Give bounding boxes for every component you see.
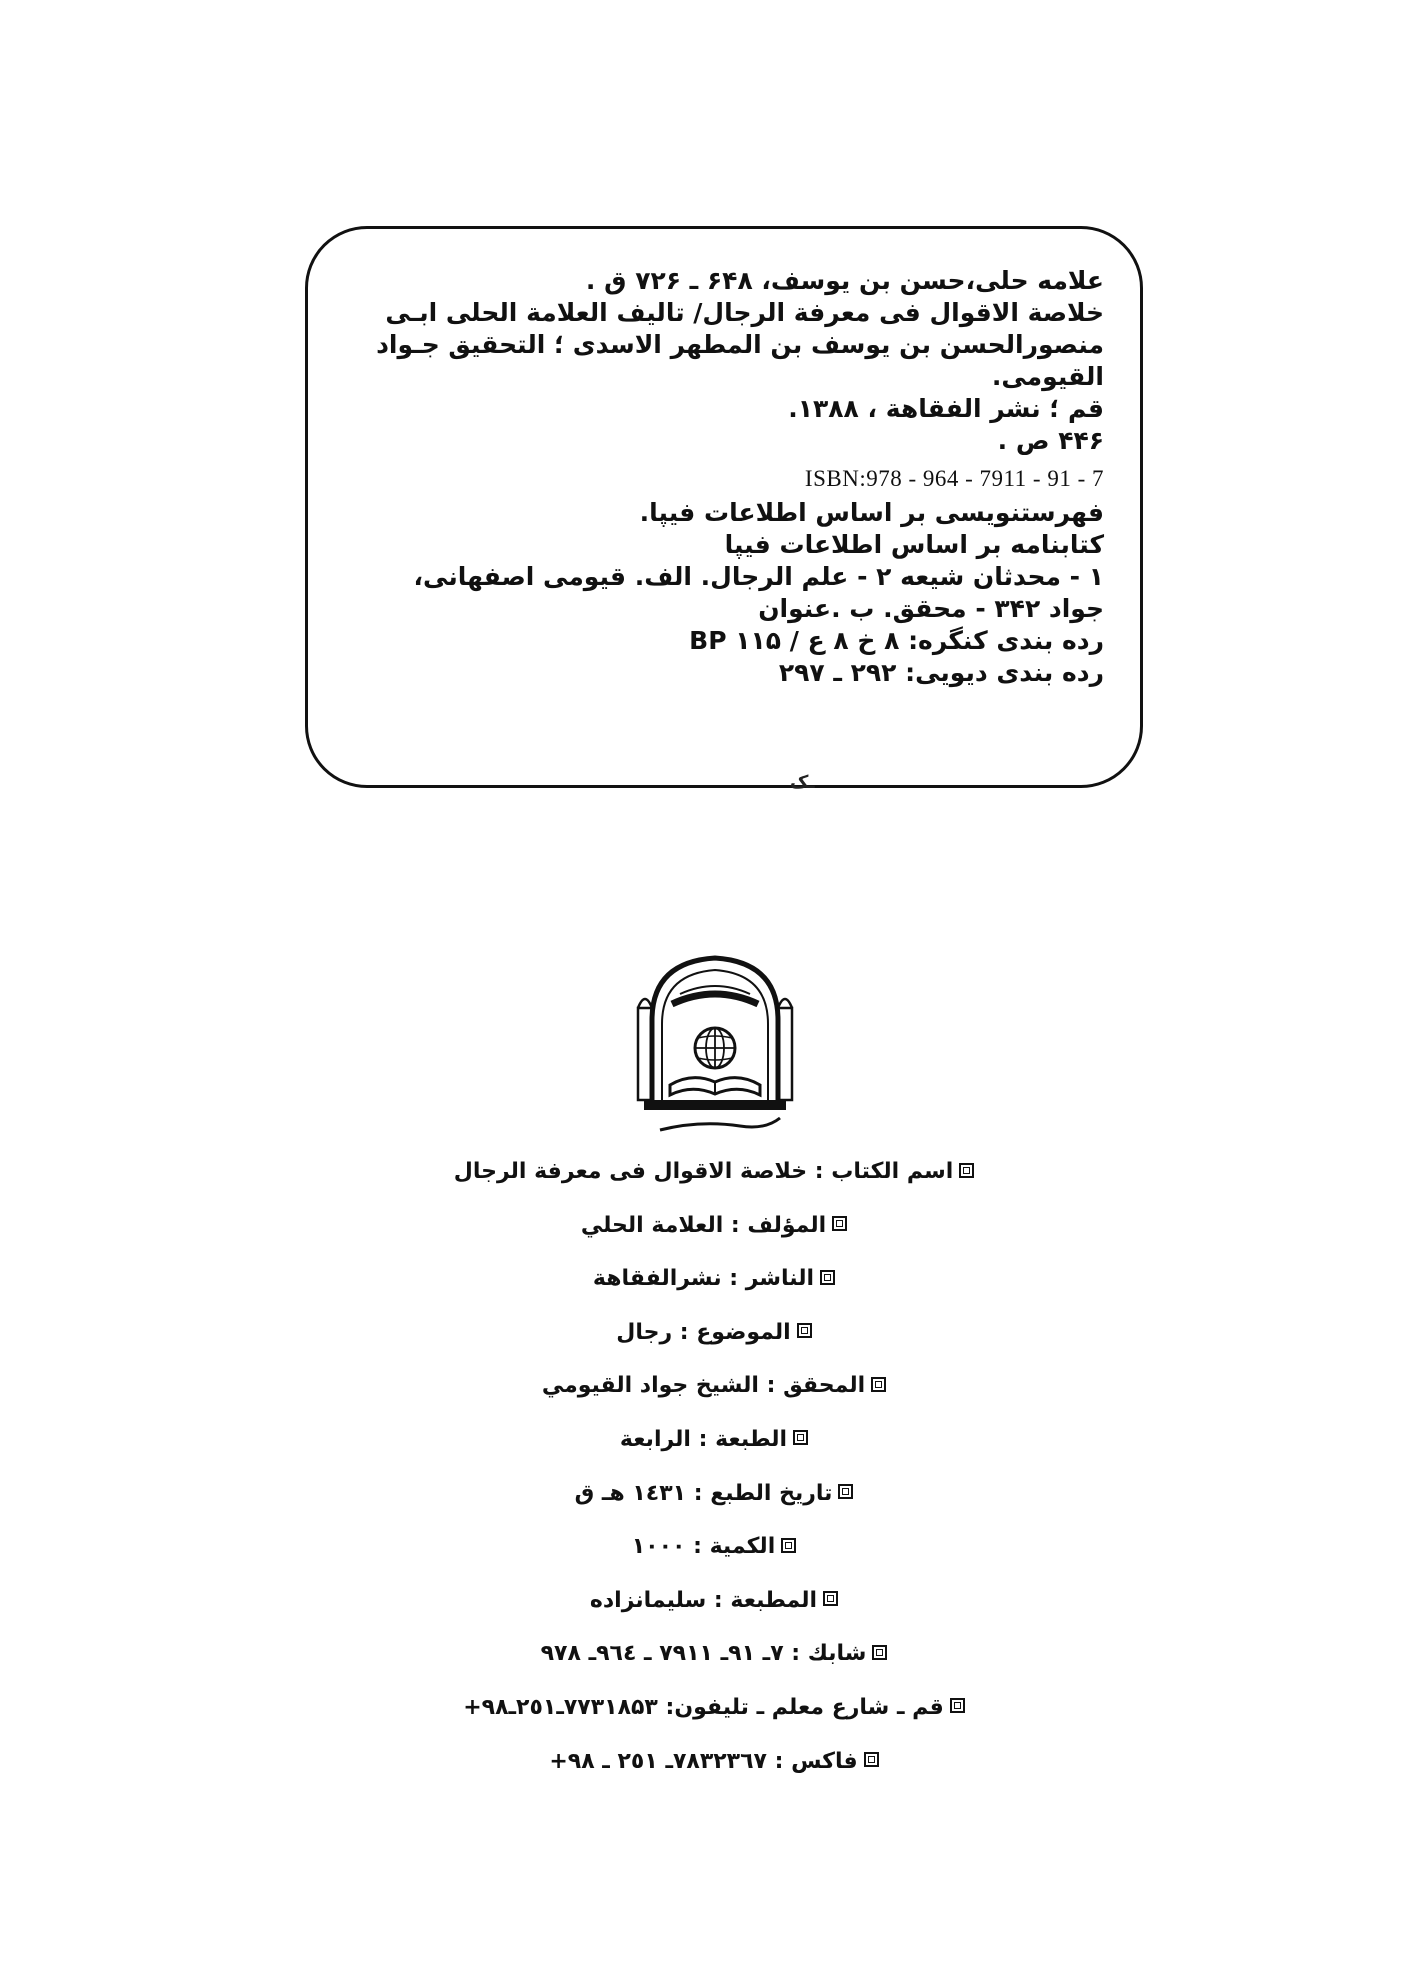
bullet-icon xyxy=(781,1538,796,1553)
catalog-line-isbn: ISBN:978 - 964 - 7911 - 91 - 7 xyxy=(804,466,1104,491)
catalog-line-pages: ۴۴۶ ص . xyxy=(997,426,1104,455)
colophon-editor: المحقق : الشيخ جواد القيومي xyxy=(0,1359,1428,1413)
bullet-icon xyxy=(832,1216,847,1231)
colophon-author: المؤلف : العلامة الحلي xyxy=(0,1199,1428,1253)
colophon-quantity: الكمية : ۱۰۰۰ xyxy=(0,1520,1428,1574)
bullet-icon xyxy=(871,1377,886,1392)
catalog-line-imprint: قم ؛ نشر الفقاهة ، ۱۳۸۸. xyxy=(788,394,1104,423)
colophon-edition: الطبعة : الرابعة xyxy=(0,1413,1428,1467)
bullet-icon xyxy=(864,1752,879,1767)
catalog-mark: ـک xyxy=(790,772,815,793)
colophon-address-phone: قم ـ شارع معلم ـ تليفون: ۷۷۳۱۸۵۳ـ۲٥۱ـ۹۸+ xyxy=(0,1681,1428,1735)
catalog-line-subjects-cont: جواد ۳۴۲ - محقق. ب .عنوان xyxy=(758,594,1104,623)
colophon-print-date: تاريخ الطبع : ۱٤۳۱ هـ ق xyxy=(0,1467,1428,1521)
catalog-card xyxy=(305,226,1143,793)
catalog-line-note-2: کتابنامه بر اساس اطلاعات فیپا xyxy=(724,530,1104,559)
colophon xyxy=(0,1145,1428,1788)
colophon-fax: فاكس : ۷۸۳۲۳٦۷ـ ۲٥۱ ـ ۹۸+ xyxy=(0,1735,1428,1789)
bullet-icon xyxy=(820,1270,835,1285)
catalog-line-title-cont: منصورالحسن بن یوسف بن المطهر الاسدی ؛ التحقیق جـواد xyxy=(376,330,1104,359)
colophon-printer: المطبعة : سليمانزاده xyxy=(0,1574,1428,1628)
catalog-lines xyxy=(348,265,1104,689)
bullet-icon xyxy=(793,1430,808,1445)
catalog-line-editor: القیومی. xyxy=(991,362,1104,391)
bullet-icon xyxy=(872,1645,887,1660)
bullet-icon xyxy=(797,1323,812,1338)
bullet-icon xyxy=(823,1591,838,1606)
catalog-line-dewey-class: رده بندی دیویی: ۲۹۲ ـ ۲۹۷ xyxy=(778,658,1104,687)
catalog-line-note-1: فهرستنویسی بر اساس اطلاعات فیپا. xyxy=(639,498,1104,527)
catalog-line-author: علامه حلی،حسن بن یوسف، ۶۴۸ ـ ۷۲۶ ق . xyxy=(585,266,1104,295)
bullet-icon xyxy=(959,1163,974,1178)
catalog-line-subjects: ۱ - محدثان شیعه ۲ - علم الرجال. الف. قیومی اصفهانی، xyxy=(413,562,1104,591)
colophon-book-name: اسم الكتاب : خلاصة الاقوال فی معرفة الرجال xyxy=(0,1145,1428,1199)
colophon-isbn: شابك : ۷ـ ۹۱ـ ۷۹۱۱ ـ ۹٦٤ـ ۹۷۸ xyxy=(0,1627,1428,1681)
colophon-subject: الموضوع : رجال xyxy=(0,1306,1428,1360)
catalog-line-title: خلاصة الاقوال فی معرفة الرجال/ تالیف العلامة الحلی ابـی xyxy=(385,298,1104,327)
catalog-line-lc-class: رده بندی کنگره: ۸ خ ۸ ع / ۱۱۵ BP xyxy=(689,626,1104,655)
bullet-icon xyxy=(838,1484,853,1499)
bullet-icon xyxy=(950,1698,965,1713)
colophon-publisher: الناشر : نشرالفقاهة xyxy=(0,1252,1428,1306)
publisher-logo-icon xyxy=(630,950,800,1135)
